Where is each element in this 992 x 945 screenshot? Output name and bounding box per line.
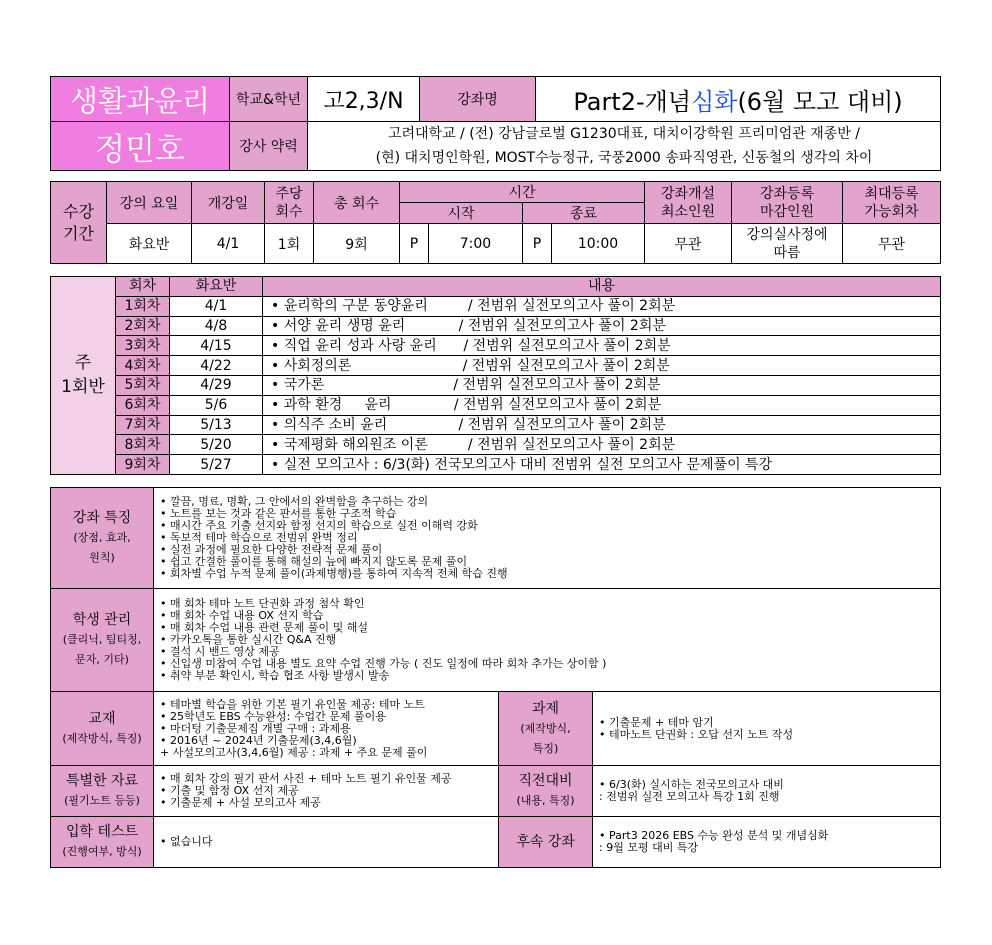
materials-title: 특별한 자료 — [65, 773, 139, 789]
date-cell: 4/1 — [170, 296, 263, 316]
period-label: 수강 기간 — [51, 182, 107, 264]
course-title-highlight: 심화 — [691, 87, 738, 116]
course-label: 강좌명 — [420, 77, 536, 122]
date-cell: 4/15 — [170, 336, 263, 356]
career-line-1: 고려대학교 / (전) 강남글로벌 G1230대표, 대치이강학원 프리미엄관 재종반 / — [387, 126, 861, 142]
date-cell: 4/8 — [170, 316, 263, 336]
course-title-post: (6월 모고 대비) — [737, 87, 903, 116]
session-cell: 7회차 — [116, 415, 170, 435]
start-ampm: P — [400, 224, 429, 264]
followup-title: 후속 강좌 — [516, 834, 575, 850]
list-item: • 테마별 학습을 위한 기본 필기 유인물 제공: 테마 노트 — [160, 699, 492, 711]
prep-subtitle: (내용, 특징) — [516, 794, 575, 807]
day-header: 강의 요일 — [107, 182, 192, 224]
list-item: • Part3 2026 EBS 수능 완성 분석 및 개념심화 : 9월 모평 대비 특강 — [599, 830, 934, 854]
curriculum-row — [51, 455, 941, 475]
content-header: 내용 — [263, 277, 941, 297]
weekly-header: 주당 회수 — [265, 182, 314, 224]
max-reg-header: 최대등록 가능회차 — [843, 182, 941, 224]
date-cell: 5/6 — [170, 395, 263, 415]
content-cell: • 의식주 소비 윤리 / 전범위 실전모의고사 풀이 2회분 — [263, 415, 941, 435]
features-label — [51, 488, 154, 589]
start-time: 7:00 — [429, 224, 523, 264]
entrance-label — [51, 817, 154, 868]
session-cell: 1회차 — [116, 296, 170, 316]
prep-title: 직전대비 — [518, 773, 573, 789]
entrance-title: 입학 테스트 — [65, 824, 139, 840]
curriculum-row — [51, 415, 941, 435]
entrance-list — [154, 817, 499, 868]
info-table — [50, 487, 941, 868]
career-line-2: (현) 대치명인학원, MOST수능정규, 국풍2000 송파직영관, 신동철의 생각의 차이 — [375, 150, 873, 166]
list-item: • 마더텅 기출문제집 개별 구매 : 과제용 — [160, 723, 492, 735]
textbook-subtitle: (제작방식, 특징) — [62, 731, 142, 745]
start-date-header: 개강일 — [192, 182, 265, 224]
management-subtitle: (클리닉, 팀티칭, 문자, 기타) — [62, 633, 142, 666]
curriculum-row — [51, 395, 941, 415]
followup-list — [593, 817, 941, 868]
list-item: • 매 회차 수업 내용 OX 선지 학습 — [160, 610, 934, 622]
curriculum-row — [51, 435, 941, 455]
curriculum-row — [51, 336, 941, 356]
course-title-pre: Part2-개념 — [573, 87, 692, 116]
curriculum-row — [51, 296, 941, 316]
list-item: • 노트를 보는 것과 같은 판서를 통한 구조적 학습 — [160, 508, 934, 520]
list-item: • 취약 부분 확인시, 학습 협조 사항 발생시 발송 — [160, 670, 934, 682]
total-value: 9회 — [314, 224, 400, 264]
features-list — [154, 488, 941, 589]
materials-list — [154, 766, 499, 817]
grade-value: 고2,3/N — [308, 77, 420, 122]
management-list — [154, 589, 941, 692]
list-item: • 매 회차 강의 필기 판서 사진 + 테마 노트 필기 유인물 제공 — [160, 773, 492, 785]
career-label: 강사 약력 — [230, 122, 308, 171]
prep-list — [593, 766, 941, 817]
subject-title: 생활과윤리 — [51, 77, 230, 122]
content-cell: • 실전 모의고사 : 6/3(화) 전국모의고사 대비 전범위 실전 모의고사 문제풀이 특강 — [263, 455, 941, 475]
career-text — [308, 122, 941, 171]
materials-label — [51, 766, 154, 817]
content-cell: • 직업 윤리 성과 사랑 윤리 / 전범위 실전모의고사 풀이 2회분 — [263, 336, 941, 356]
curriculum-row — [51, 316, 941, 336]
date-cell: 5/20 — [170, 435, 263, 455]
session-cell: 3회차 — [116, 336, 170, 356]
teacher-name: 정민호 — [51, 122, 230, 171]
max-reg-value: 무관 — [843, 224, 941, 264]
day-value: 화요반 — [107, 224, 192, 264]
list-item: • 결석 시 밴드 영상 제공 — [160, 646, 934, 658]
curriculum-table — [50, 276, 941, 475]
date-cell: 4/22 — [170, 356, 263, 376]
header-table — [50, 76, 941, 171]
curriculum-row — [51, 356, 941, 376]
weekly-value: 1회 — [265, 224, 314, 264]
list-item: • 기출 및 함정 OX 선지 제공 — [160, 785, 492, 797]
list-item: • 카카오톡을 통한 실시간 Q&A 진행 — [160, 634, 934, 646]
date-cell: 4/29 — [170, 375, 263, 395]
deadline-value: 강의실사정에 따름 — [732, 224, 843, 264]
followup-label — [499, 817, 593, 868]
session-cell: 9회차 — [116, 455, 170, 475]
end-time: 10:00 — [552, 224, 645, 264]
min-people-header: 강좌개설 최소인원 — [645, 182, 732, 224]
list-item: • 기출문제 + 사설 모의고사 제공 — [160, 797, 492, 809]
date-cell: 5/13 — [170, 415, 263, 435]
textbook-title: 교재 — [88, 710, 116, 727]
session-cell: 6회차 — [116, 395, 170, 415]
content-cell: • 서양 윤리 생명 윤리 / 전범위 실전모의고사 풀이 2회분 — [263, 316, 941, 336]
features-title: 강좌 특징 — [72, 510, 132, 526]
curriculum-row — [51, 375, 941, 395]
list-item: • 6/3(화) 실시하는 전국모의고사 대비 : 전범위 실전 모의고사 특강 1회 진행 — [599, 779, 934, 803]
textbook-list — [154, 692, 499, 766]
time-start-header: 시작 — [400, 203, 523, 224]
prep-label — [499, 766, 593, 817]
time-end-header: 종료 — [523, 203, 645, 224]
features-subtitle: (장점, 효과, 원칙) — [73, 531, 131, 564]
session-cell: 4회차 — [116, 356, 170, 376]
list-item: • 없습니다 — [160, 836, 492, 848]
grade-label: 학교&학년 — [230, 77, 308, 122]
homework-list — [593, 692, 941, 766]
materials-subtitle: (필기노트 등등) — [64, 794, 140, 807]
start-date-value: 4/1 — [192, 224, 265, 264]
list-item: • 깔끔, 명료, 명확, 그 안에서의 완벽함을 추구하는 강의 — [160, 496, 934, 508]
list-item: • 25학년도 EBS 수능완성: 수업간 문제 풀이용 — [160, 711, 492, 723]
schedule-table — [50, 181, 941, 264]
content-cell: • 윤리학의 구분 동양윤리 / 전범위 실전모의고사 풀이 2회분 — [263, 296, 941, 316]
content-cell: • 국제평화 해외원조 이론 / 전범위 실전모의고사 풀이 2회분 — [263, 435, 941, 455]
date-header: 화요반 — [170, 277, 263, 297]
homework-subtitle: (제작방식, 특징) — [520, 721, 571, 755]
list-item: • 신입생 미참여 수업 내용 별도 요약 수업 진행 가능 ( 진도 일정에 따라 회차 추가는 상이함 ) — [160, 658, 934, 670]
content-cell: • 사회정의론 / 전범위 실전모의고사 풀이 2회분 — [263, 356, 941, 376]
management-title: 학생 관리 — [72, 612, 132, 628]
course-title — [536, 77, 941, 122]
session-cell: 2회차 — [116, 316, 170, 336]
list-item: • 매시간 주요 기출 선지와 함정 선지의 학습으로 실전 이해력 강화 — [160, 520, 934, 532]
curriculum-body — [51, 277, 941, 475]
list-item: • 회차별 수업 누적 문제 풀이(과제병행)를 통하여 지속적 전체 학습 진행 — [160, 568, 934, 580]
curriculum-side-label: 주 1회반 — [51, 277, 116, 475]
list-item: • 매 회차 테마 노트 단권화 과정 첨삭 확인 — [160, 598, 934, 610]
end-ampm: P — [523, 224, 552, 264]
total-header: 총 회수 — [314, 182, 400, 224]
date-cell: 5/27 — [170, 455, 263, 475]
list-item: • 쉽고 간결한 풀이를 통해 해설의 늪에 빠지지 않도록 문제 풀이 — [160, 556, 934, 568]
homework-title: 과제 — [531, 700, 560, 717]
list-item: • 기출문제 + 테마 암기 — [599, 717, 934, 729]
list-item: • 독보적 테마 학습으로 전범위 완벽 정리 — [160, 532, 934, 544]
content-cell: • 과학 환경 윤리 / 전범위 실전모의고사 풀이 2회분 — [263, 395, 941, 415]
session-cell: 5회차 — [116, 375, 170, 395]
list-item: • 2016년 ~ 2024년 기출문제(3,4,6월) + 사설모의고사(3,4,6월) 제공 : 과제 + 주요 문제 풀이 — [160, 735, 492, 759]
session-header: 회차 — [116, 277, 170, 297]
homework-label — [499, 692, 593, 766]
list-item: • 테마노트 단권화 : 오답 선지 노트 작성 — [599, 729, 934, 741]
management-label — [51, 589, 154, 692]
content-cell: • 국가론 / 전범위 실전모의고사 풀이 2회분 — [263, 375, 941, 395]
list-item: • 실전 과정에 필요한 다양한 전략적 문제 풀이 — [160, 544, 934, 556]
deadline-header: 강좌등록 마감인원 — [732, 182, 843, 224]
time-header: 시간 — [400, 182, 645, 203]
session-cell: 8회차 — [116, 435, 170, 455]
min-people-value: 무관 — [645, 224, 732, 264]
list-item: • 매 회차 수업 내용 관련 문제 풀이 및 해설 — [160, 622, 934, 634]
entrance-subtitle: (진행여부, 방식) — [62, 845, 142, 858]
textbook-label — [51, 692, 154, 766]
